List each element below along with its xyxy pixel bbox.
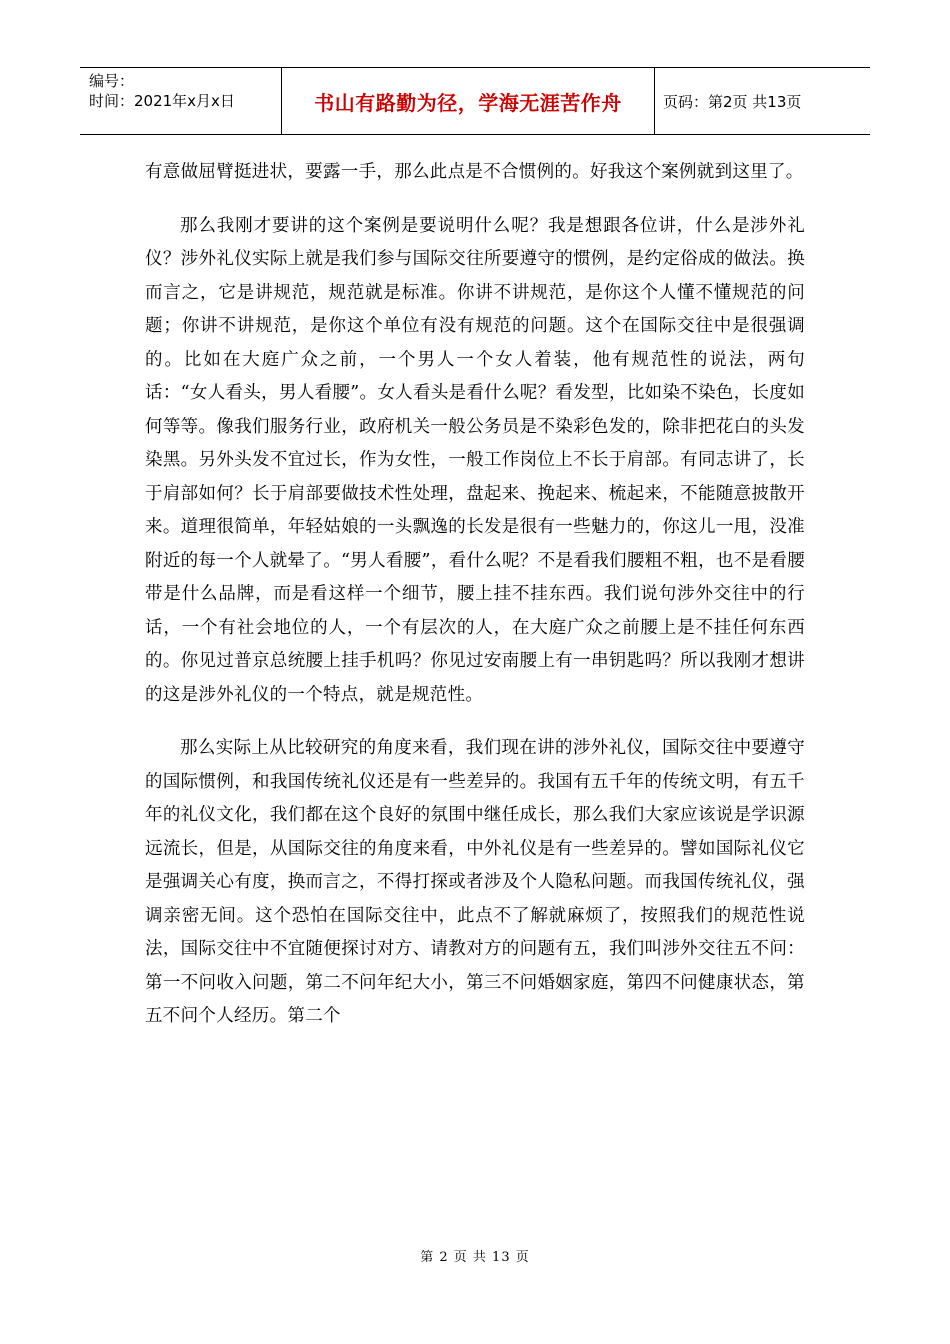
page-footer: 第 2 页 共 13 页 (420, 1250, 530, 1265)
header-date-label: 时间：2021年x月x日 (89, 92, 235, 110)
header-number-label: 编号： (89, 72, 135, 90)
paragraph-1: 有意做屈臂挺进状，要露一手，那么此点是不合惯例的。好我这个案例就到这里了。 (145, 162, 804, 182)
document-header (80, 67, 870, 135)
header-page-info: 页码：第2页 共13页 (663, 92, 802, 111)
header-motto: 书山有路勤为径，学海无涯苦作舟 (282, 68, 655, 134)
paragraph-2: 那么我刚才要讲的这个案例是要说明什么呢？我是想跟各位讲，什么是涉外礼仪？涉外礼仪实际上就是我们参与国际交往所要遵守的惯例，是约定俗成的做法。换而言之，它是讲规范，规范就是标准。你讲不讲规范，是你这个人懂不懂规范的问题；你讲不讲规范，是你这个单位有没有规范的问题。这个在国际交往中是很强调的。比如在大庭广众之前，一个男人一个女人着装，他有规范性的说法，两句话：“女人看头，男人看腰”。女人看头是看什么呢？看发型，比如染不染色，长度如何等等。像我们服务行业，政府机关一般公务员是不染彩色发的，除非把花白的头发染黑。另外头发不宜过长，作为女性，一般工作岗位上不长于肩部。有同志讲了，长于肩部如何？长于肩部要做技术性处理，盘起来、挽起来、梳起来，不能随意披散开来。道理很简单，年轻姑娘的一头飘逸的长发是很有一些魅力的，你这儿一甩，没准附近的每一个人就晕了。“男人看腰”，看什么呢？不是看我们腰粗不粗，也不是看腰带是什么品牌，而是看这样一个细节，腰上挂不挂东西。我们说句涉外交往中的行话，一个有社会地位的人，一个有层次的人，在大庭广众之前腰上是不挂任何东西的。你见过普京总统腰上挂手机吗？你见过安南腰上有一串钥匙吗？所以我刚才想讲的这是涉外礼仪的一个特点，就是规范性。 (145, 215, 805, 705)
document-body (145, 156, 805, 1054)
paragraph-3: 那么实际上从比较研究的角度来看，我们现在讲的涉外礼仪，国际交往中要遵守的国际惯例，和我国传统礼仪还是有一些差异的。我国有五千年的传统文明，有五千年的礼仪文化，我们都在这个良好的氛围中继任成长，那么我们大家应该说是学识源远流长，但是，从国际交往的角度来看，中外礼仪是有一些差异的。譬如国际礼仪它是强调关心有度，换而言之，不得打探或者涉及个人隐私问题。而我国传统礼仪，强调亲密无间。这个恐怕在国际交往中，此点不了解就麻烦了，按照我们的规范性说法，国际交往中不宜随便探讨对方、请教对方的问题有五，我们叫涉外交往五不问：第一不问收入问题，第二不问年纪大小，第三不问婚姻家庭，第四不问健康状态，第五不问个人经历。第二个 (145, 738, 805, 1026)
header-meta (80, 68, 282, 134)
